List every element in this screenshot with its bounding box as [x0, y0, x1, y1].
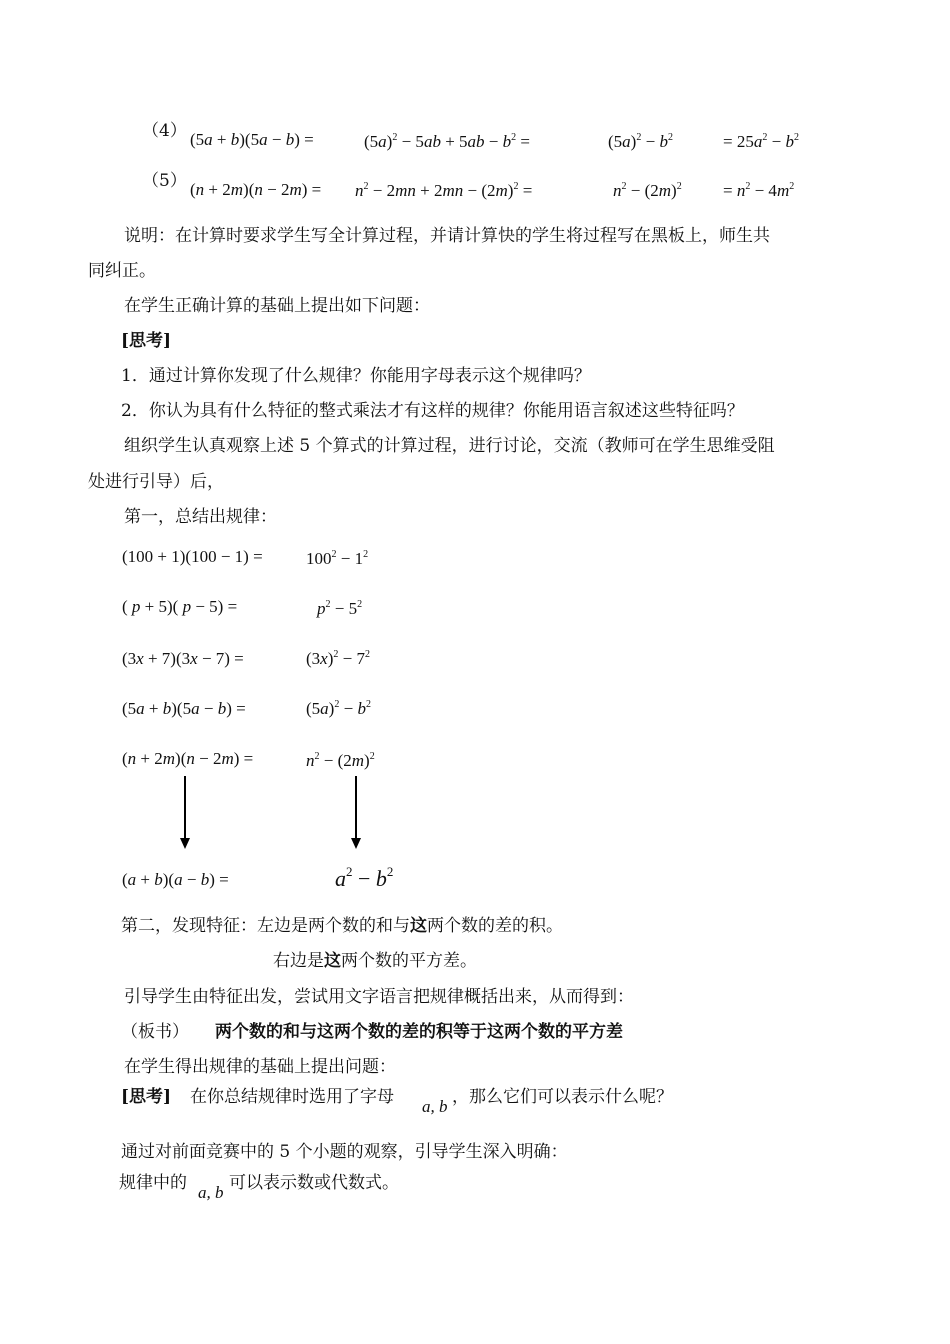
- rule-5-rhs: $n^2 - (2m)^2$: [306, 751, 375, 770]
- rule-1-rhs: $100^2 - 1^2$: [306, 549, 369, 568]
- organize-line-2: 处进行引导）后，: [88, 472, 224, 492]
- row5-step2: $n^2 - (2m)^2$: [613, 181, 682, 200]
- board-label: （板书）: [121, 1022, 189, 1042]
- think2-var: a, b: [422, 1097, 448, 1116]
- row5-label: （5）: [142, 171, 187, 191]
- rule-5-lhs: (n + 2m)(n − 2m) =: [122, 749, 254, 768]
- final-var: a, b: [198, 1183, 224, 1202]
- board-text: 两个数的和与这两个数的差的积等于这两个数的平方差: [215, 1022, 623, 1042]
- rule-4-rhs: $(5a)^2 - b^2$: [306, 699, 371, 718]
- bold-zhe-1: 这: [410, 916, 427, 936]
- observe-text: 通过对前面竞赛中的 5 个小题的观察，引导学生深入明确：: [121, 1142, 568, 1162]
- organize-line-1: 组织学生认真观察上述 5 个算式的计算过程，进行讨论，交流（教师可在学生思维受阻: [124, 436, 775, 456]
- row4-label: （4）: [142, 121, 187, 141]
- rule-2-lhs: ( p + 5)( p − 5) =: [122, 597, 238, 616]
- down-arrow-left-shaft: [184, 776, 186, 838]
- rule-3-rhs: $(3x)^2 - 7^2$: [306, 649, 370, 668]
- note-line-2: 同纠正。: [88, 261, 156, 281]
- think2-label: [思考]: [121, 1087, 172, 1107]
- row4-lhs: (5a + b)(5a − b) =: [190, 130, 314, 149]
- question-1: 1．通过计算你发现了什么规律？你能用字母表示这个规律吗？: [121, 366, 591, 386]
- after-rule: 在学生得出规律的基础上提出问题：: [124, 1057, 396, 1077]
- general-rhs: $a^2 - b^2$: [335, 864, 394, 891]
- question-2: 2．你认为具有什么特征的整式乘法才有这样的规律？你能用语言叙述这些特征吗？: [121, 401, 744, 421]
- bold-zhe-2: 这: [324, 951, 341, 971]
- final-after: 可以表示数或代数式。: [229, 1173, 399, 1193]
- second-line-1: 第二，发现特征：左边是两个数的和与这两个数的差的积。: [121, 916, 563, 936]
- note-line-1: 说明：在计算时要求学生写全计算过程，并请计算快的学生将过程写在黑板上，师生共: [124, 226, 770, 246]
- guide-text: 引导学生由特征出发，尝试用文字语言把规律概括出来，从而得到：: [124, 987, 634, 1007]
- rule-4-lhs: (5a + b)(5a − b) =: [122, 699, 246, 718]
- row5-lhs: (n + 2m)(n − 2m) =: [190, 180, 322, 199]
- rule-3-lhs: (3x + 7)(3x − 7) =: [122, 649, 244, 668]
- down-arrow-right-shaft: [355, 776, 357, 838]
- row4-step2: $(5a)^2 - b^2$: [608, 132, 673, 151]
- think-label: [思考]: [121, 331, 172, 351]
- rule-1-lhs: (100 + 1)(100 − 1) =: [122, 547, 263, 566]
- think2-after: ，那么它们可以表示什么呢？: [452, 1087, 673, 1107]
- intro-question: 在学生正确计算的基础上提出如下问题：: [124, 296, 430, 316]
- row5-step1: $n^2 - 2mn + 2mn - (2m)^2$ =: [355, 181, 533, 200]
- final-before: 规律中的: [119, 1173, 187, 1193]
- second-line-2: 右边是这两个数的平方差。: [273, 951, 477, 971]
- first-summary: 第一，总结出规律：: [124, 507, 277, 527]
- down-arrow-right-icon: [351, 838, 361, 849]
- row5-result: = $n^2 - 4m^2$: [723, 181, 795, 200]
- rule-2-rhs: $p^2 - 5^2$: [317, 599, 363, 618]
- think2-before: 在你总结规律时选用了字母: [190, 1087, 394, 1107]
- general-lhs: (a + b)(a − b) =: [122, 870, 229, 889]
- down-arrow-left-icon: [180, 838, 190, 849]
- row4-step1: $(5a)^2 - 5ab + 5ab - b^2$ =: [364, 132, 530, 151]
- row4-result: = $25a^2 - b^2$: [723, 132, 799, 151]
